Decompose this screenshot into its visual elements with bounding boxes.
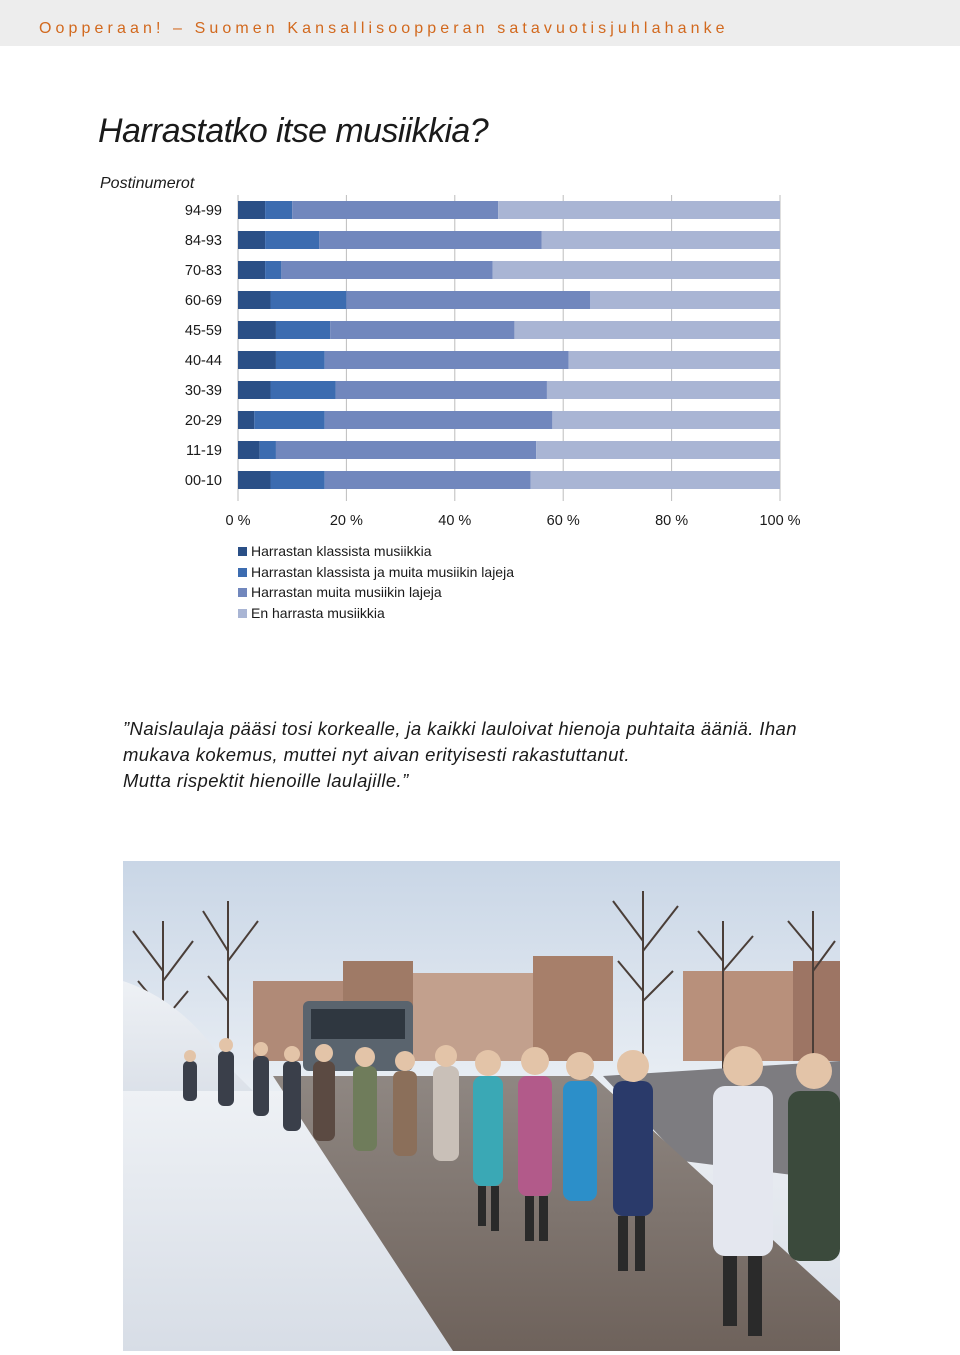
bar-segment [238,261,265,279]
bar-segment [238,201,265,219]
chart-legend [238,541,514,624]
bar-segment [271,291,347,309]
category-label: 40-44 [184,353,222,369]
bar-segment [536,441,780,459]
bus-windshield [311,1009,405,1039]
legend-swatch [238,547,247,556]
building [413,973,533,1061]
bar-segment [238,291,271,309]
x-tick-label: 40 % [438,513,472,529]
legend-label: Harrastan klassista musiikkia [251,543,432,559]
bar-segment [238,381,271,399]
bar-segment [325,471,531,489]
legend-label: Harrastan muita musiikin lajeja [251,584,442,601]
legend-label: En harrasta musiikkia [251,605,385,622]
category-label: 84-93 [184,233,222,249]
legend-swatch [238,609,247,618]
bar-segment [265,231,319,249]
quote-line: Mutta rispektit hienoille laulajille.” [123,770,409,791]
bar-segment [346,291,590,309]
bar-segment [531,471,780,489]
bar-segment [590,291,780,309]
bar-segment [260,441,276,459]
legend-swatch [238,568,247,577]
bar-segment [276,321,330,339]
quote-line: ”Naislaulaja pääsi tosi korkealle, ja kaikki lauloivat hienoja puhtaita ääniä. Ihan [123,718,797,739]
header-title: Oopperaan! – Suomen Kansallisoopperan satavuotisjuhlahanke [39,20,729,37]
bar-segment [336,381,547,399]
quote-line: mukava kokemus, muttei nyt aivan erityisesti rakastuttanut. [123,744,630,765]
bar-segment [271,471,325,489]
legend-label: Harrastan klassista ja muita musiikin lajeja [251,563,514,580]
bar-segment [276,441,536,459]
x-tick-label: 0 % [225,513,251,529]
bar-segment [552,411,780,429]
bar-segment [238,351,276,369]
building [793,961,840,1061]
bar-segment [514,321,780,339]
bar-segment [238,441,260,459]
x-tick-label: 100 % [759,513,801,529]
bar-segment [292,201,498,219]
photo-illustration [123,861,840,1351]
bar-segment [271,381,336,399]
bar-segment [265,201,292,219]
category-label: 45-59 [184,323,222,339]
x-tick-label: 80 % [655,513,689,529]
bar-segment [265,261,281,279]
bar-segment [238,231,265,249]
bar-segment [325,351,569,369]
bar-segment [238,471,271,489]
page-title: Harrastatko itse musiikkia? [98,112,489,150]
category-label: 94-99 [184,203,222,219]
category-label: 11-19 [185,443,222,459]
bar-segment [238,411,254,429]
legend-swatch [238,588,247,597]
legend-item [238,562,514,583]
legend-item [238,541,514,562]
bar-segment [319,231,541,249]
bar-segment [238,321,276,339]
category-label: 60-69 [184,293,222,309]
category-label: 30-39 [184,383,222,399]
bar-segment [569,351,780,369]
bar-segment [325,411,553,429]
building [533,956,613,1061]
bar-segment [498,201,780,219]
bar-segment [542,231,780,249]
bar-segment [276,351,325,369]
bar-segment [493,261,780,279]
category-label: 00-10 [184,473,222,489]
x-tick-label: 60 % [546,513,580,529]
bar-segment [330,321,514,339]
bar-segment [254,411,324,429]
quote [123,716,883,794]
x-tick-label: 20 % [329,513,363,529]
y-axis-title: Postinumerot [100,175,195,192]
legend-item [238,582,514,603]
category-label: 20-29 [184,413,222,429]
bar-segment [547,381,780,399]
photo-students-walking [123,861,840,1351]
stacked-bar-chart [0,160,960,540]
legend-item [238,603,514,624]
category-label: 70-83 [184,263,222,279]
bar-segment [281,261,492,279]
